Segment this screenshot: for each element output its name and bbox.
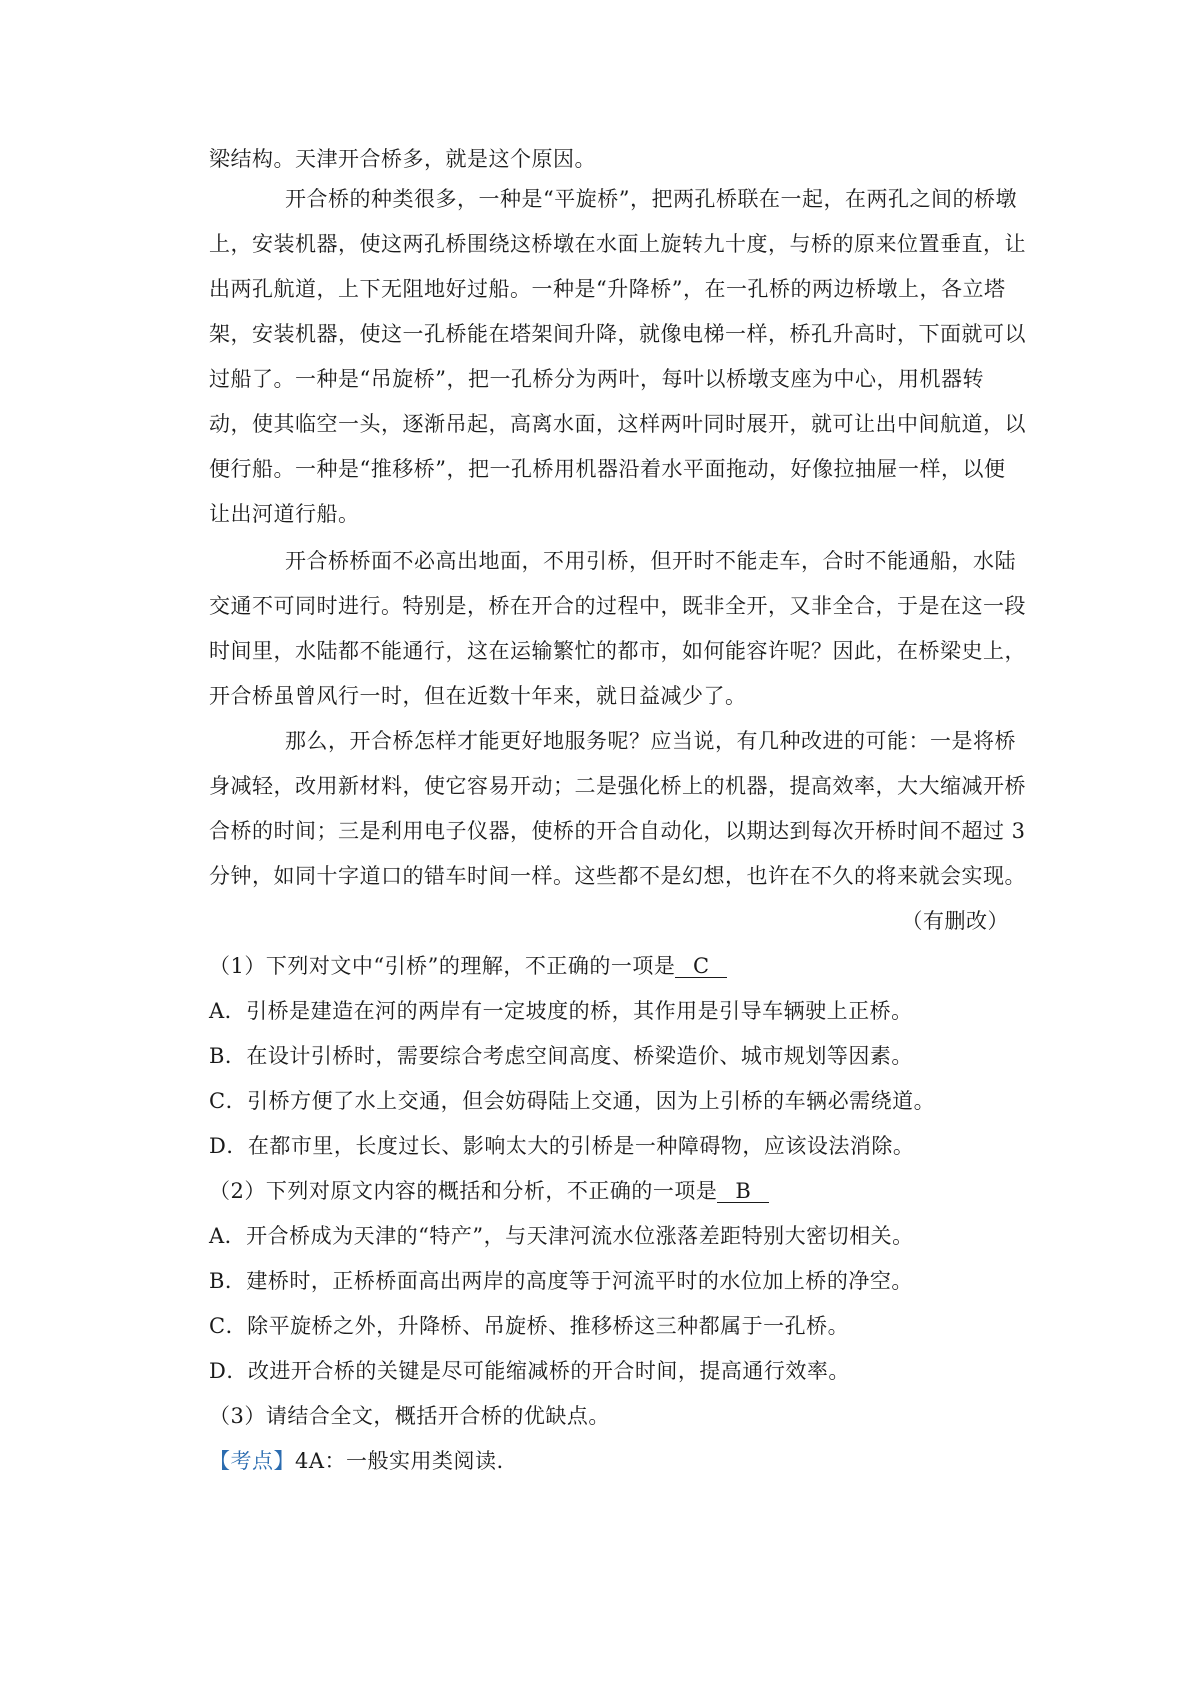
paragraph-line: 梁结构。天津开合桥多，就是这个原因。 [209,147,596,171]
paragraph-line: 出两孔航道，上下无阻地好过船。一种是“升降桥”，在一孔桥的两边桥墩上，各立塔 [209,277,1006,301]
paragraph-line: 那么，开合桥怎样才能更好地服务呢？应当说，有几种改进的可能：一是将桥 [285,729,1016,753]
kaodian-text: 4A：一般实用类阅读. [295,1449,504,1473]
paragraph-line: 开合桥虽曾风行一时，但在近数十年来，就日益减少了。 [209,684,747,708]
paragraph-line: 过船了。一种是“吊旋桥”，把一孔桥分为两叶，每叶以桥墩支座为中心，用机器转 [209,367,984,391]
paragraph-line: 开合桥的种类很多，一种是“平旋桥”，把两孔桥联在一起，在两孔之间的桥墩 [285,187,1017,211]
paragraph-line: 便行船。一种是“推移桥”，把一孔桥用机器沿着水平面拖动，好像拉抽屉一样，以便 [209,457,1006,481]
option-line: C．引桥方便了水上交通，但会妨碍陆上交通，因为上引桥的车辆必需绕道。 [209,1089,936,1113]
paragraph-line: 时间里，水陆都不能通行，这在运输繁忙的都市，如何能容许呢？因此，在桥梁史上， [209,639,1026,663]
option-line: B．建桥时，正桥桥面高出两岸的高度等于河流平时的水位加上桥的净空。 [209,1269,913,1293]
answer-blank: B [717,1180,769,1203]
question-1-stem [209,951,1019,981]
paragraph-line: 开合桥桥面不必高出地面，不用引桥，但开时不能走车，合时不能通船，水陆 [285,549,1016,573]
kaodian-line [209,1446,1019,1476]
paragraph-line: 架，安装机器，使这一孔桥能在塔架间升降，就像电梯一样，桥孔升高时，下面就可以 [209,322,1026,346]
paragraph-line: 合桥的时间；三是利用电子仪器，使桥的开合自动化，以期达到每次开桥时间不超过 3 [209,819,1026,843]
option-line: A．引桥是建造在河的两岸有一定坡度的桥，其作用是引导车辆驶上正桥。 [209,999,913,1023]
paragraph-line: 让出河道行船。 [209,502,360,526]
question-2-stem [209,1176,1019,1206]
option-line: D．在都市里，长度过长、影响太大的引桥是一种障碍物，应该设法消除。 [209,1134,915,1158]
question-stem-text: （1）下列对文中“引桥”的理解，不正确的一项是 [209,954,676,978]
paragraph-line: 上，安装机器，使这两孔桥围绕这桥墩在水面上旋转九十度，与桥的原来位置垂直，让 [209,232,1026,256]
answer-blank: C [675,955,727,978]
question-3-stem: （3）请结合全文，概括开合桥的优缺点。 [209,1404,610,1428]
option-line: C．除平旋桥之外，升降桥、吊旋桥、推移桥这三种都属于一孔桥。 [209,1314,850,1338]
paragraph-line: 交通不可同时进行。特别是，桥在开合的过程中，既非全开，又非全合，于是在这一段 [209,594,1026,618]
option-line: A．开合桥成为天津的“特产”，与天津河流水位涨落差距特别大密切相关。 [209,1224,914,1248]
paragraph-line: 分钟，如同十字道口的错车时间一样。这些都不是幻想，也许在不久的将来就会实现。 [209,864,1026,888]
paragraph-line: 动，使其临空一头，逐渐吊起，高离水面，这样两叶同时展开，就可让出中间航道，以 [209,412,1026,436]
question-stem-text: （2）下列对原文内容的概括和分析，不正确的一项是 [209,1179,718,1203]
kaodian-tag: 【考点】 [209,1449,295,1473]
option-line: B．在设计引桥时，需要综合考虑空间高度、桥梁造价、城市规划等因素。 [209,1044,913,1068]
option-line: D．改进开合桥的关键是尽可能缩减桥的开合时间，提高通行效率。 [209,1359,850,1383]
source-note: （有删改） [901,909,1009,933]
paragraph-line: 身减轻，改用新材料，使它容易开动；二是强化桥上的机器，提高效率，大大缩减开桥 [209,774,1026,798]
